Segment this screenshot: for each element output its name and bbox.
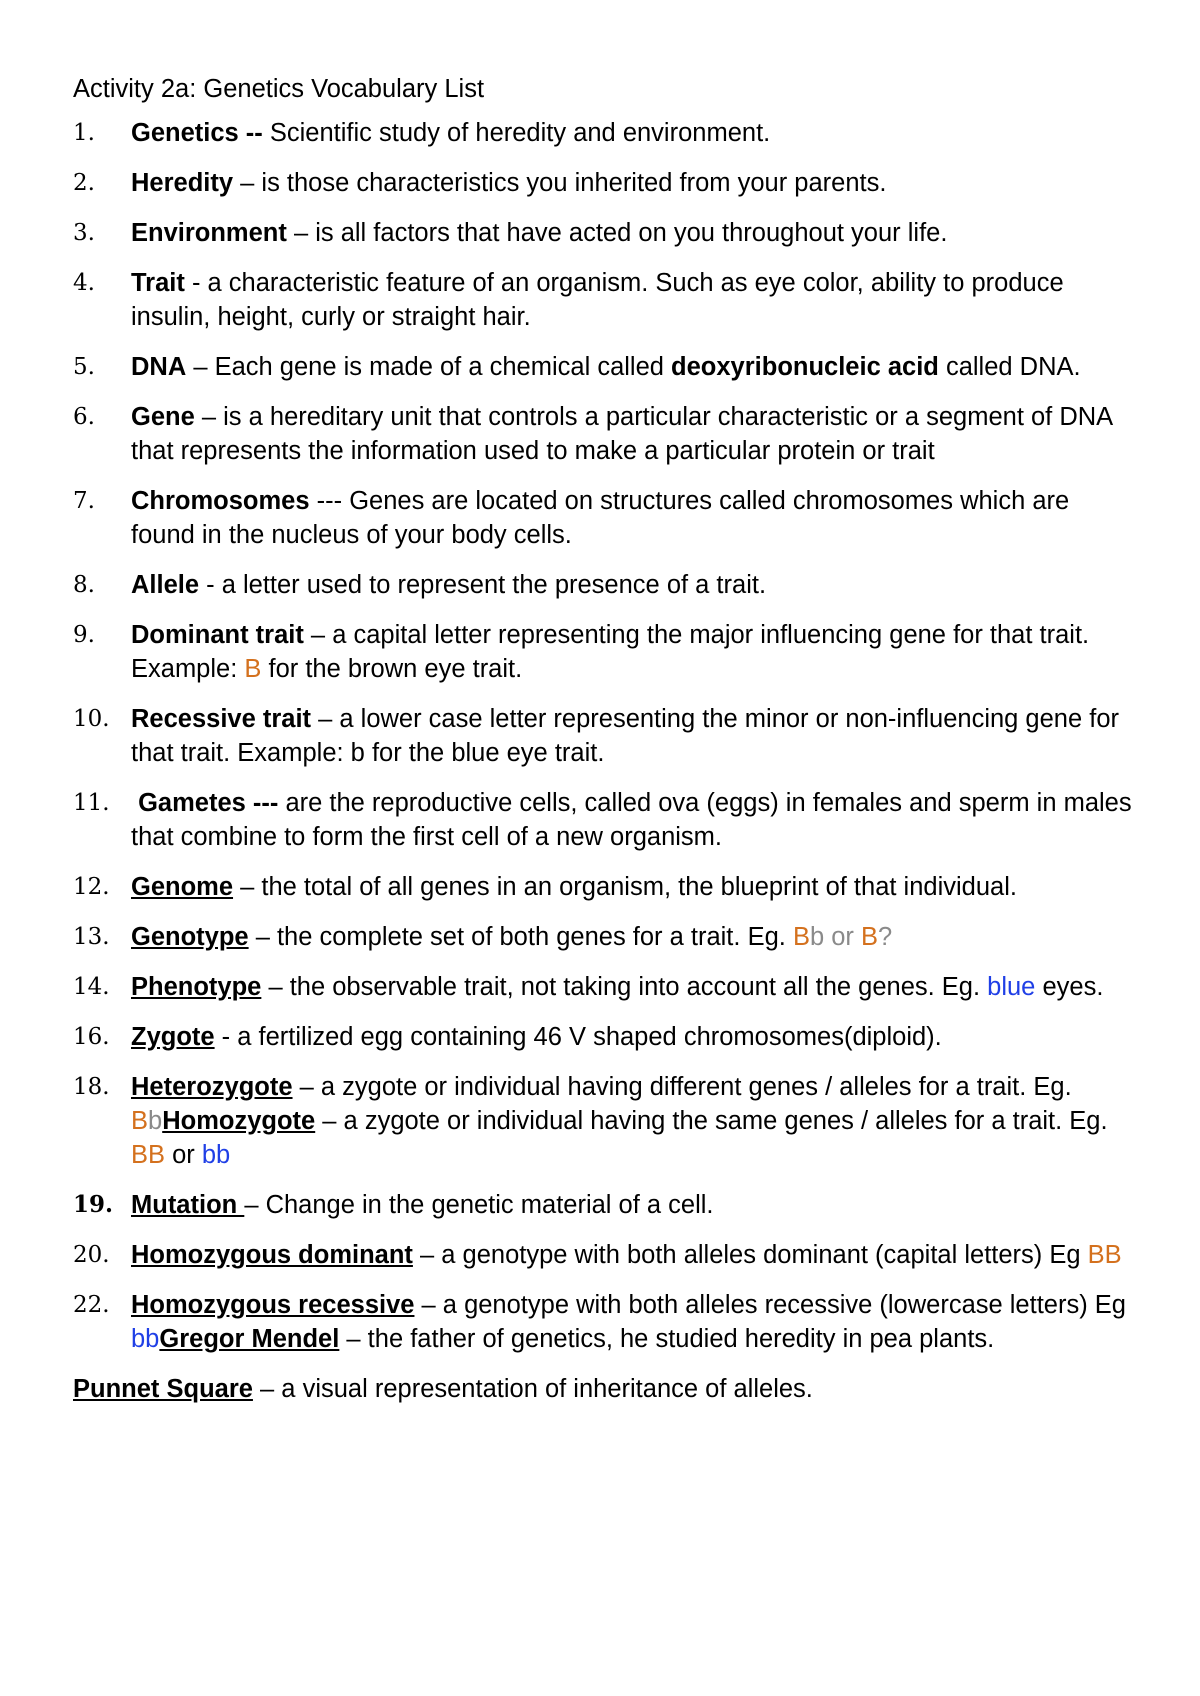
item-number: 5. bbox=[73, 354, 95, 380]
item-number: 6. bbox=[73, 404, 95, 430]
example-allele: B bbox=[860, 923, 878, 951]
definition: – the observable trait, not taking into account all the genes. Eg. bbox=[261, 973, 988, 1001]
list-item bbox=[73, 786, 1140, 854]
definition: – the complete set of both genes for a trait. Eg. bbox=[248, 923, 793, 951]
definition: – the total of all genes in an organism, the blueprint of that individual. bbox=[233, 873, 1017, 901]
item-number: 10. bbox=[73, 706, 110, 732]
term: Genome bbox=[131, 873, 234, 901]
page-title: Activity 2a: Genetics Vocabulary List bbox=[73, 75, 485, 103]
definition-continued: – the father of genetics, he studied heredity in pea plants. bbox=[339, 1325, 995, 1353]
final-entry bbox=[73, 1372, 1140, 1406]
example-allele: bb bbox=[201, 1141, 231, 1169]
example-connector: or bbox=[165, 1141, 202, 1169]
item-number: 12. bbox=[73, 874, 110, 900]
definition: – is those characteristics you inherited from your parents. bbox=[233, 169, 887, 197]
example-allele: ? bbox=[878, 923, 893, 951]
item-number: 13. bbox=[73, 924, 110, 950]
list-item bbox=[73, 870, 1140, 904]
term: Environment bbox=[131, 219, 287, 247]
list-item bbox=[73, 920, 1140, 954]
item-number: 9. bbox=[73, 622, 95, 648]
term: Trait bbox=[131, 269, 185, 297]
term: Allele bbox=[131, 571, 200, 599]
item-number: 22. bbox=[73, 1292, 110, 1318]
item-number: 8. bbox=[73, 572, 95, 598]
list-item bbox=[73, 1288, 1140, 1356]
item-number: 4. bbox=[73, 270, 95, 296]
list-item bbox=[73, 116, 1140, 150]
term: Genetics -- bbox=[131, 119, 263, 147]
list-item bbox=[73, 970, 1140, 1004]
term: Heterozygote bbox=[131, 1073, 293, 1101]
term: Homozygous recessive bbox=[131, 1291, 415, 1319]
definition: – Each gene is made of a chemical called bbox=[186, 353, 672, 381]
list-item bbox=[73, 166, 1140, 200]
item-number: 16. bbox=[73, 1024, 110, 1050]
definition: Scientific study of heredity and environment. bbox=[262, 119, 771, 147]
list-item bbox=[73, 400, 1140, 468]
term: Homozygous dominant bbox=[131, 1241, 413, 1269]
term: Chromosomes bbox=[131, 487, 310, 515]
definition: – Change in the genetic material of a cell. bbox=[244, 1191, 714, 1219]
term: Genotype bbox=[131, 923, 249, 951]
definition: – a zygote or individual having different genes / alleles for a trait. Eg. bbox=[292, 1073, 1072, 1101]
item-number: 11. bbox=[73, 790, 110, 816]
term: Recessive trait bbox=[131, 705, 312, 733]
definition-continued: eyes. bbox=[1035, 973, 1104, 1001]
definition: – a capital letter representing the major influencing gene for that trait. Example: bbox=[131, 621, 1090, 683]
list-item bbox=[73, 702, 1140, 770]
example-allele: b bbox=[148, 1107, 163, 1135]
definition: - a fertilized egg containing 46 V shaped chromosomes(diploid). bbox=[214, 1023, 942, 1051]
list-item bbox=[73, 350, 1140, 384]
item-number: 20. bbox=[73, 1242, 110, 1268]
definition: – a genotype with both alleles recessive (lowercase letters) Eg bbox=[414, 1291, 1126, 1319]
term: Mutation bbox=[131, 1191, 245, 1219]
definition: – a genotype with both alleles dominant (capital letters) Eg bbox=[412, 1241, 1088, 1269]
item-number: 2. bbox=[73, 170, 95, 196]
list-item bbox=[73, 1188, 1140, 1222]
item-number: 1. bbox=[73, 120, 95, 146]
term: Gene bbox=[131, 403, 195, 431]
item-number: 19. bbox=[73, 1191, 114, 1218]
example-allele: B bbox=[792, 923, 810, 951]
example-allele: BB bbox=[1087, 1241, 1122, 1269]
definition: – is a hereditary unit that controls a particular characteristic or a segment of DNA that represents the information used to make a particular protein or trait bbox=[131, 403, 1112, 465]
list-item bbox=[73, 266, 1140, 334]
definition-continued: for the brown eye trait. bbox=[261, 655, 523, 683]
item-number: 14. bbox=[73, 974, 110, 1000]
list-item bbox=[73, 1070, 1140, 1172]
example-allele: b bbox=[809, 923, 825, 951]
list-item bbox=[73, 484, 1140, 552]
term: Heredity bbox=[131, 169, 234, 197]
list-item bbox=[73, 568, 1140, 602]
definition: – a visual representation of inheritance of alleles. bbox=[252, 1375, 813, 1403]
term: Dominant trait bbox=[131, 621, 304, 649]
term: Phenotype bbox=[131, 973, 262, 1001]
list-item bbox=[73, 618, 1140, 686]
definition: are the reproductive cells, called ova (eggs) in females and sperm in males that combine to form the first cell of a new organism. bbox=[131, 789, 1132, 851]
example-connector: or bbox=[824, 923, 861, 951]
list-item bbox=[73, 216, 1140, 250]
list-item bbox=[73, 1020, 1140, 1054]
term: Zygote bbox=[131, 1023, 215, 1051]
term-secondary: Homozygote bbox=[162, 1107, 316, 1135]
example-allele: B bbox=[244, 655, 262, 683]
definition-continued: called DNA. bbox=[938, 353, 1081, 381]
term: Punnet Square bbox=[73, 1375, 253, 1403]
definition: --- Genes are located on structures called chromosomes which are found in the nucleus of your body cells. bbox=[131, 487, 1070, 549]
term: Gametes --- bbox=[131, 789, 279, 817]
example-phenotype: blue bbox=[987, 973, 1036, 1001]
term: DNA bbox=[131, 353, 187, 381]
vocabulary-list bbox=[73, 116, 1140, 1356]
example-allele: bb bbox=[131, 1325, 160, 1353]
item-number: 7. bbox=[73, 488, 95, 514]
definition: – a lower case letter representing the minor or non-influencing gene for that trait. Example: b for the blue eye trait. bbox=[131, 705, 1120, 767]
term-secondary: Gregor Mendel bbox=[159, 1325, 340, 1353]
definition: - a letter used to represent the presence of a trait. bbox=[199, 571, 767, 599]
definition-continued: – a zygote or individual having the same genes / alleles for a trait. Eg. bbox=[315, 1107, 1108, 1135]
list-item bbox=[73, 1238, 1140, 1272]
item-number: 3. bbox=[73, 220, 95, 246]
definition: - a characteristic feature of an organism. Such as eye color, ability to produce insulin, height, curly or straight hair. bbox=[131, 269, 1064, 331]
example-allele: BB bbox=[131, 1141, 166, 1169]
bold-phrase: deoxyribonucleic acid bbox=[671, 353, 939, 381]
item-number: 18. bbox=[73, 1074, 110, 1100]
definition: – is all factors that have acted on you throughout your life. bbox=[286, 219, 948, 247]
example-allele: B bbox=[131, 1107, 149, 1135]
